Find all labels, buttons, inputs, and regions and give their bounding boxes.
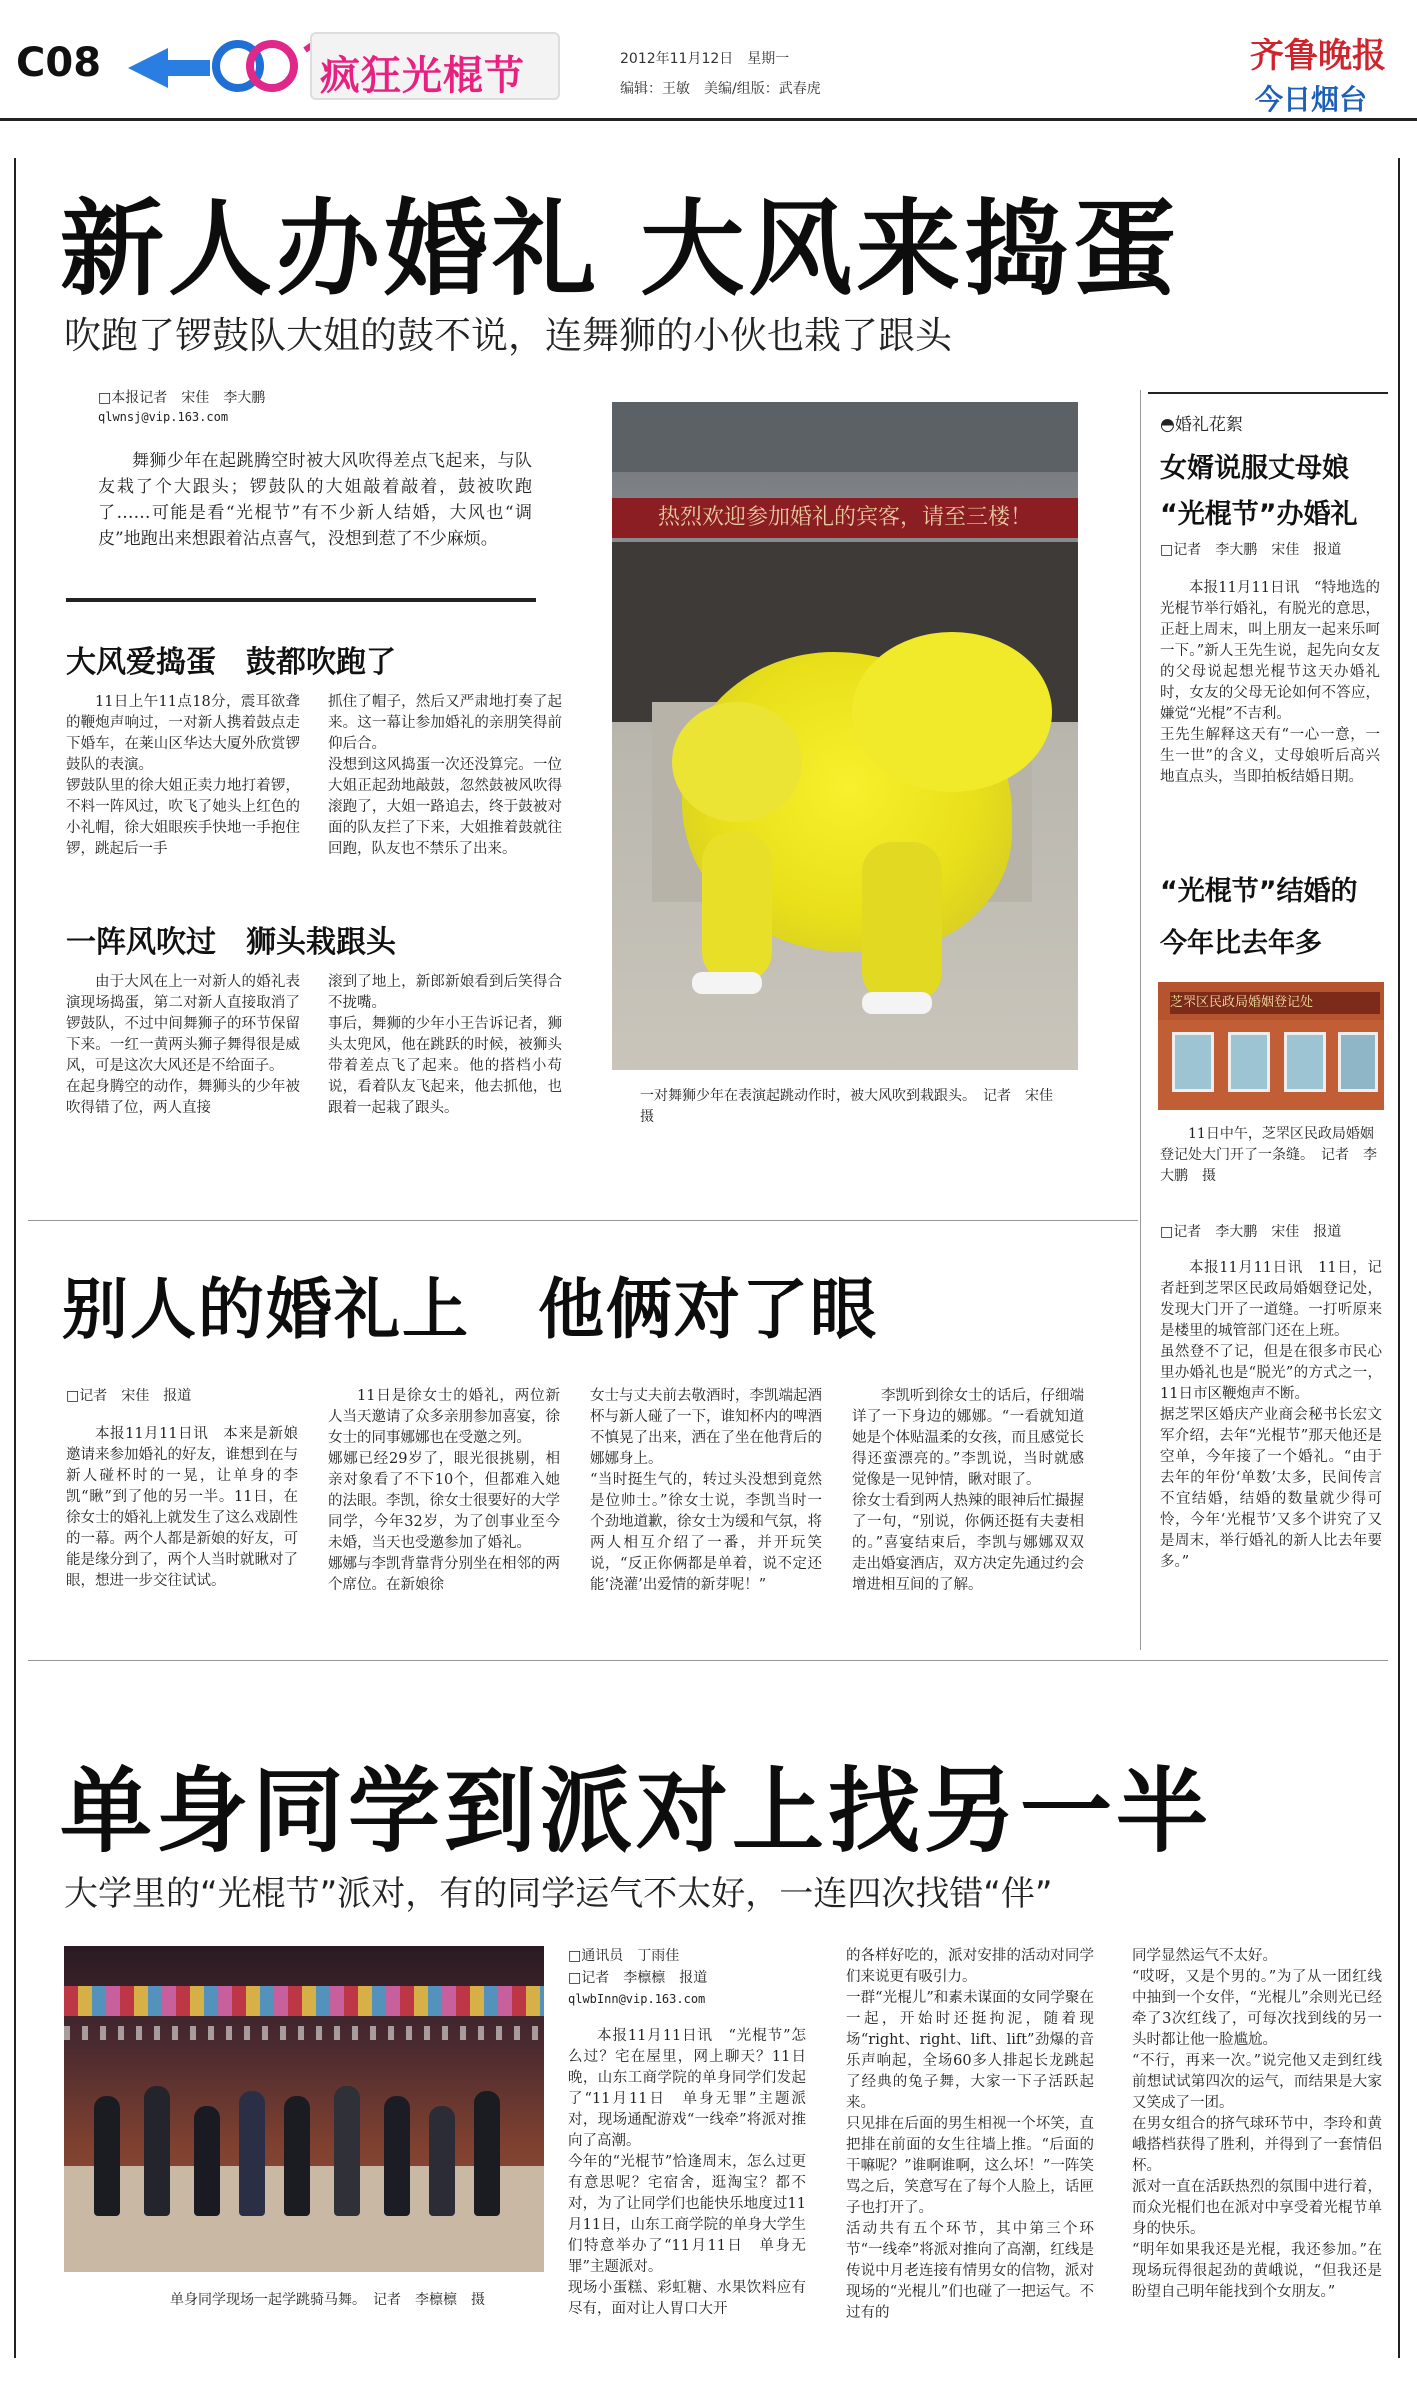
paper-name: 齐鲁晚报 bbox=[1250, 36, 1386, 76]
lion-photo-caption: 一对舞狮少年在表演起跳动作时，被大风吹到栽跟头。 记者 宋佳 摄 bbox=[640, 1088, 1067, 1125]
sidebar-headline2-line2: 今年比去年多 bbox=[1160, 928, 1322, 959]
sidebar-divider bbox=[1140, 390, 1141, 1650]
story1-sub1-col2: 抓住了帽子，然后又严肃地打奏了起来。这一幕让参加婚礼的亲朋笑得前仰后合。 没想到这风捣蛋一次还没算完。一位大姐正起劲地敲鼓，忽然鼓被风吹得滚跑了，大姐一路追去，终于鼓被对面的队友拦了下来，大姐推着鼓就往回跑，队友也不禁乐了出来。 bbox=[328, 694, 562, 857]
header-rule bbox=[0, 118, 1417, 121]
story2-col4: 李凯听到徐女士的话后，仔细端详了一下身边的娜娜。“一看就知道她是个体贴温柔的女孩，而且感觉长得还蛮漂亮的。”李凯说，当时就感觉像是一见钟情，瞅对眼了。 徐女士看到两人热辣的眼神后忙撮握了一句，“别说，你俩还挺有夫妻相的。”喜宴结束后，李凯与娜娜双双走出婚宴酒店，双方决定先通过约会增进相互间的了解。 bbox=[852, 1388, 1084, 1593]
sidebar-headline2 bbox=[1160, 866, 1358, 970]
edition-name: 今日烟台 bbox=[1255, 83, 1368, 116]
editor-credits: 编辑：王敏 美编/组版：武春虎 bbox=[620, 81, 821, 97]
sidebar-byline1: □记者 李大鹏 宋佳 报道 bbox=[1160, 542, 1342, 558]
sidebar-top-rule bbox=[1148, 392, 1388, 394]
story1-subhead-1: 大风爱捣蛋 鼓都吹跑了 bbox=[66, 645, 396, 680]
sidebar-tag: ◓婚礼花絮 bbox=[1160, 415, 1243, 435]
story3-top-rule bbox=[28, 1660, 1388, 1661]
sidebar-headline2-line1: “光棍节”结婚的 bbox=[1160, 876, 1358, 907]
sidebar-headline1-line1: 女婿说服丈母娘 bbox=[1160, 453, 1349, 484]
story3-byline2: □记者 李檩檩 报道 bbox=[568, 1970, 708, 1986]
story1-sub2-col2: 滚到了地上，新郎新娘看到后笑得合不拢嘴。 事后，舞狮的少年小王告诉记者，狮头太兜风，他在跳跃的时候，被狮头带着差点飞了起来。他的搭档小苟说，看着队友飞起来，他去抓他，也跟着一起栽了跟头。 bbox=[328, 974, 562, 1116]
story1-byline: □本报记者 宋佳 李大鹏 bbox=[98, 390, 266, 406]
story1-sub2-col1: 由于大风在上一对新人的婚礼表演现场捣蛋，第二对新人直接取消了锣鼓队，不过中间舞狮子的环节保留下来。一红一黄两头狮子舞得很是威风，可是这次大风还是不给面子。 在起身腾空的动作，舞狮头的少年被吹得错了位，两人直接 bbox=[66, 974, 300, 1116]
story3-col1: 本报11月11日讯 “光棍节”怎么过？宅在屋里，网上聊天？11日晚，山东工商学院的单身同学们发起了“11月11日 单身无罪”主题派对，现场通配游戏“一线牵”将派对推向了高潮。 今年的“光棍节”恰逢周末，怎么过更有意思呢？宅宿舍，逛淘宝？都不对，为了让同学们也能快乐地度过11月11日，山东工商学院的单身大学生们特意举办了“11月11日 单身无罪”主题派对。 现场小蛋糕、彩虹糖、水果饮料应有尽有，面对让人胃口大开 bbox=[568, 2028, 806, 2317]
story3-headline: 单身同学到派对上找另一半 bbox=[60, 1758, 1213, 1865]
story2-col1: 本报11月11日讯 本来是新娘邀请来参加婚礼的好友，谁想到在与新人碰杯时的一晃，让单身的李凯“瞅”到了他的另一半。11日，在徐女士的婚礼上就发生了这么戏剧性的一幕。两个人都是新娘的好友，可能是缘分到了，两个人当时就瞅对了眼，想进一步交往试试。 bbox=[66, 1426, 298, 1589]
story1-sub1-col1: 11日上午11点18分，震耳欲聋的鞭炮声响过，一对新人携着鼓点走下婚车，在莱山区华达大厦外欣赏锣鼓队的表演。 锣鼓队里的徐大姐正卖力地打着锣，不料一阵风过，吹飞了她头上红色的小礼帽，徐大姐眼疾手快地一手抱住锣，跳起后一手 bbox=[66, 694, 300, 857]
story1-subheadline: 吹跑了锣鼓队大姐的鼓不说，连舞狮的小伙也栽了跟头 bbox=[64, 314, 952, 357]
story3-col3: 同学显然运气不太好。 “哎呀，又是个男的。”为了从一团红线中抽到一个女伴，“光棍儿”余则光已经牵了3次红线了，可每次找到线的另一头时都让他一脸尴尬。 “不行，再来一次。”说完他又走到红线前想试试第四次的运气，而结果是大家又笑成了一团。 在男女组合的挤气球环节中，李玲和黄峨搭档获得了胜利，并得到了一套情侣杯。 派对一直在活跃热烈的氛围中进行着，而众光棍们也在派对中享受着光棍节单身的快乐。 “明年如果我还是光棍，我还参加。”在现场玩得很起劲的黄峨说，“但我还是盼望自己明年能找到个女朋友。” bbox=[1132, 1948, 1382, 2300]
story1-lead-rule bbox=[66, 598, 536, 602]
issue-date: 2012年11月12日 星期一 bbox=[620, 51, 790, 67]
party-photo bbox=[64, 1946, 544, 2272]
story3-col2: 的各样好吃的，派对安排的活动对同学们来说更有吸引力。 一群“光棍儿”和素未谋面的女同学聚在一起，开始时还挺拘泥，随着现场“right、right、lift、lift”劲爆的音乐声响起，全场60多人排起长龙跳起了经典的兔子舞，大家一下子活跃起来。 只见排在后面的男生相视一个坏笑，直把排在前面的女生往墙上推。“后面的干嘛呢？”谁啊谁啊，这么坏！”一阵笑骂之后，笑意写在了每个人脸上，话匣子也打开了。 活动共有五个环节，其中第三个环节“一线牵”将派对推向了高潮，红线是传说中月老连接有情男女的信物，派对现场的“光棍儿”们也碰了一把运气。不过有的 bbox=[846, 1948, 1094, 2321]
story3-byline1: □通讯员 丁雨佳 bbox=[568, 1948, 680, 1964]
lion-dance-photo bbox=[612, 402, 1078, 1070]
story2-col2: 11日是徐女士的婚礼，两位新人当天邀请了众多亲朋参加喜宴，徐女士的同事娜娜也在受邀之列。 娜娜已经29岁了，眼光很挑剔，相亲对象看了不下10个，但都难入她的法眼。李凯，徐女士很要好的大学同学，今年32岁，为了创事业至今未婚，当天也受邀参加了婚礼。 娜娜与李凯背靠背分别坐在相邻的两个席位。在新娘徐 bbox=[328, 1388, 560, 1593]
story1-headline: 新人办婚礼 大风来捣蛋 bbox=[60, 188, 1181, 310]
frame-right bbox=[1398, 158, 1400, 2358]
story2-top-rule bbox=[28, 1220, 1138, 1221]
registry-office-photo bbox=[1158, 982, 1384, 1110]
page-code: C08 bbox=[16, 40, 102, 86]
party-photo-caption: 单身同学现场一起学跳骑马舞。 记者 李檩檩 摄 bbox=[170, 2292, 485, 2308]
section-logo bbox=[120, 28, 570, 108]
sidebar-body2: 本报11月11日讯 11日，记者赶到芝罘区民政局婚姻登记处，发现大门开了一道缝。一打听原来是楼里的城管部门还在上班。 虽然登不了记，但是在很多市民心里办婚礼也是“脱光”的方式之一，11日市区鞭炮声不断。 据芝罘区婚庆产业商会秘书长宏文军介绍，去年“光棍节”那天他还是空单，今年接了一个婚礼。“由于去年的年份‘单数’太多，民间传言不宜结婚，结婚的数量就少得可怜，今年‘光棍节’又多个讲究了又是周末，举行婚礼的新人比去年要多。” bbox=[1160, 1260, 1382, 1570]
story1-subhead-2: 一阵风吹过 狮头栽跟头 bbox=[66, 925, 396, 960]
story1-email: qlwnsj@vip.163.com bbox=[98, 410, 229, 424]
sidebar-headline1-line2: “光棍节”办婚礼 bbox=[1160, 499, 1358, 530]
photo-banner: 热烈欢迎参加婚礼的宾客，请至三楼！ bbox=[612, 498, 1078, 538]
story3-subheadline: 大学里的“光棍节”派对，有的同学运气不太好，一连四次找错“伴” bbox=[64, 1874, 1053, 1914]
registry-sign: 芝罘区民政局婚姻登记处 bbox=[1170, 992, 1380, 1014]
masthead bbox=[0, 0, 1417, 120]
story2-byline: □记者 宋佳 报道 bbox=[66, 1388, 192, 1404]
section-title: 疯狂光棍节 bbox=[320, 53, 525, 99]
story2-col3: 女士与丈夫前去敬酒时，李凯端起酒杯与新人碰了一下，谁知杯内的啤酒不慎晃了出来，洒在了坐在他背后的娜娜身上。 “当时挺生气的，转过头没想到竟然是位帅士。”徐女士说，李凯当时一个劲地道歉，徐女士为缓和气氛，将两人相互介绍了一番，并开玩笑说，“反正你俩都是单着，说不定还能‘浇灌’出爱情的新芽呢！” bbox=[590, 1388, 822, 1593]
sidebar-byline2: □记者 李大鹏 宋佳 报道 bbox=[1160, 1224, 1342, 1240]
gender-rings-icon bbox=[120, 28, 330, 108]
story3-email: qlwbInn@vip.163.com bbox=[568, 1992, 706, 2006]
registry-photo-caption: 11日中午，芝罘区民政局婚姻登记处大门开了一条缝。 记者 李大鹏 摄 bbox=[1160, 1126, 1377, 1184]
frame-left bbox=[14, 158, 16, 2358]
story1-lead: 舞狮少年在起跳腾空时被大风吹得差点飞起来，与队友栽了个大跟头；锣鼓队的大姐敲着敲着，鼓被吹跑了……可能是看“光棍节”有不少新人结婚，大风也“调皮”地跑出来想跟着沾点喜气，没想到惹了不少麻烦。 bbox=[98, 451, 532, 549]
tag-bullet-icon: ◓ bbox=[1160, 415, 1175, 435]
sidebar-headline1 bbox=[1160, 446, 1358, 538]
sidebar-body1: 本报11月11日讯 “特地选的光棍节举行婚礼，有脱光的意思，正赶上周末，叫上朋友一起来乐呵一下。”新人王先生说，起先向女友的父母说起想光棍节这天办婚礼时，女友的父母无论如何不答应，嫌觉“光棍”不吉利。 王先生解释这天有“一心一意，一生一世”的含义，丈母娘听后高兴地直点头，当即拍板结婚日期。 bbox=[1160, 580, 1380, 785]
story2-headline: 别人的婚礼上 他俩对了眼 bbox=[62, 1271, 878, 1348]
